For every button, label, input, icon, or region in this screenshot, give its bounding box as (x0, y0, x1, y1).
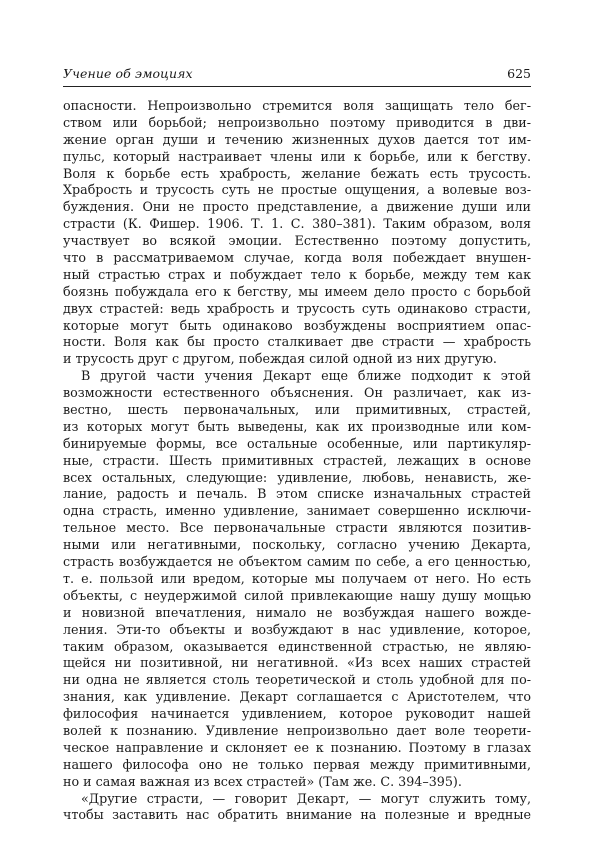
text-line: ными или негативными, поскольку, согласно учению Декарта, (63, 537, 531, 553)
paragraph (63, 98, 531, 368)
text-line: лание, радость и печаль. В этом списке изначальных страстей (63, 486, 531, 502)
text-line: одна страсть, именно удивление, занимает совершенно исключи- (63, 503, 531, 519)
text-line: буждения. Они не просто представление, а движение души или (63, 199, 531, 215)
text-line: из которых могут быть выведены, как их производные или ком- (63, 418, 531, 434)
text-line: ные, страсти. Шесть примитивных страстей, лежащих в основе (63, 452, 531, 468)
header-rule (63, 86, 531, 87)
page-header (63, 66, 531, 82)
text-line: жение орган души и течению жизненных духов дается тот им- (63, 131, 531, 147)
text-line: философия начинается удивлением, которое руководит нашей (63, 706, 531, 722)
text-line: опасности. Непроизвольно стремится воля защищать тело бег- (63, 98, 531, 113)
text-line: пульс, который настраивает члены или к борьбе, или к бегству. (63, 148, 531, 164)
page-number: 625 (507, 66, 531, 81)
text-line: всех остальных, следующие: удивление, любовь, ненависть, же- (63, 469, 531, 485)
text-line: страсти (К. Фишер. 1906. Т. 1. С. 380–381). Таким образом, воля (63, 216, 531, 232)
text-line: знания, как удивление. Декарт соглашается с Аристотелем, что (63, 689, 531, 705)
text-line: бинируемые формы, все остальные особенные, или партикуляр- (63, 435, 531, 451)
text-line: двух страстей: ведь храбрость и трусость суть одинаково страсти, (63, 300, 531, 316)
text-line: участвует во всякой эмоции. Естественно поэтому допустить, (63, 233, 531, 249)
text-line: В другой части учения Декарт еще ближе подходит к этой (81, 368, 531, 384)
text-line: ный страстью страх и побуждает тело к борьбе, между тем как (63, 266, 531, 282)
paragraph (63, 368, 531, 790)
text-line: возможности естественного объяснения. Он различает, как из- (63, 385, 531, 401)
text-line: Храбрость и трусость суть не простые ощущения, а волевые воз- (63, 182, 531, 198)
text-line: объекты, с неудержимой силой привлекающие нашу душу мощью (63, 587, 531, 603)
text-line: и трусость друг с другом, побеждая силой одной из них другую. (63, 351, 497, 367)
text-line: вестно, шесть первоначальных, или примитивных, страстей, (63, 402, 531, 418)
running-title: Учение об эмоциях (63, 66, 193, 81)
text-line: щейся ни позитивной, ни негативной. «Из всех наших страстей (63, 655, 531, 671)
text-line: Воля к борьбе есть храбрость, желание бежать есть трусость. (63, 165, 531, 181)
text-line: ством или борьбой; непроизвольно поэтому приводится в дви- (63, 114, 531, 130)
text-line: нашего философа оно не только первая между примитивными, (63, 756, 531, 772)
text-line: ни одна не является столь теоретической и столь удобной для по- (63, 672, 531, 688)
text-line: тельное место. Все первоначальные страсти являются позитив- (63, 520, 531, 536)
text-line: «Другие страсти, — говорит Декарт, — могут служить тому, (81, 790, 531, 806)
text-line: т. е. пользой или вредом, которые мы получаем от него. Но есть (63, 570, 531, 586)
text-line: страсть возбуждается не объектом самим по себе, а его ценностью, (63, 554, 531, 570)
text-line: что в рассматриваемом случае, когда воля побеждает внушен- (63, 250, 531, 266)
text-line: которые могут быть одинаково возбуждены восприятием опас- (63, 317, 531, 333)
paragraph (63, 791, 531, 825)
text-line: чтобы заставить нас обратить внимание на полезные и вредные (63, 807, 531, 823)
text-line: но и самая важная из всех страстей» (Там же. С. 394–395). (63, 773, 462, 789)
text-line: боязнь побуждала его к бегству, мы имеем дело просто с борьбой (63, 283, 531, 299)
text-line: и новизной впечатления, нимало не возбуждая нашего вожде- (63, 604, 531, 620)
text-line: таким образом, оказывается единственной страстью, не являю- (63, 638, 531, 654)
body-text (63, 98, 531, 824)
text-line: ности. Воля как бы просто сталкивает две страсти — храбрость (63, 334, 531, 350)
text-line: волей к познанию. Удивление непроизвольно дает воле теорети- (63, 722, 531, 738)
text-line: ческое направление и склоняет ее к познанию. Поэтому в глазах (63, 739, 531, 755)
text-line: ления. Эти-то объекты и возбуждают в нас удивление, которое, (63, 621, 531, 637)
